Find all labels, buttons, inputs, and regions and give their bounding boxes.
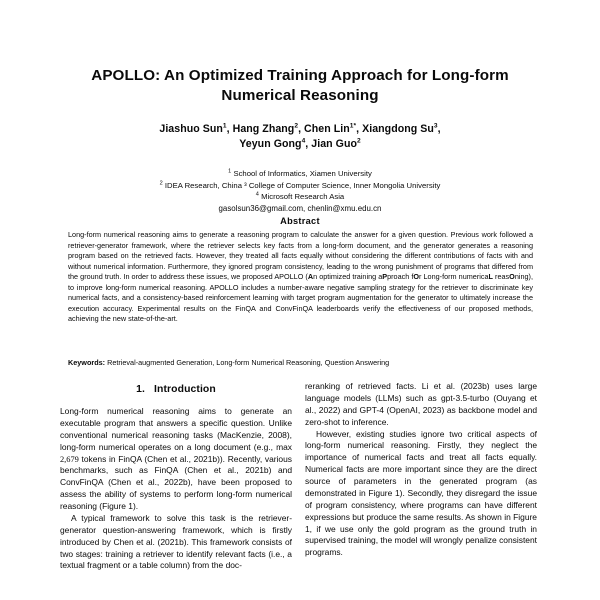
acronym-letter-p: P bbox=[382, 272, 388, 282]
affiliation-1: $^1$ School of Informatics, Xiamen University bbox=[228, 168, 372, 178]
abstract-part-1: Long-form numerical reasoning aims to generate a reasoning program to calculate the answer for a given question. Previous work followed a retriever-generator framework, where the retriever selects key facts from a long-form document, and the generator generates a reasoning program based on the retrieved facts. However, they treated all facts equally without considering the different contributions of facts with and without numerical information. Furthermore, they ignored program consistency, leading to the wrong punishment of programs that differed from the ground truth. In order to address these issues, we proposed APOLLO ( bbox=[68, 230, 533, 282]
acronym-mid-3: r Long-form numerica bbox=[419, 272, 489, 282]
author-emails: gasolsun36@gmail.com, chenlin@xmu.edu.cn bbox=[218, 204, 382, 214]
affiliation-marker: 1 bbox=[228, 168, 232, 175]
author-affil-marker: 1 bbox=[222, 122, 227, 130]
author-line-2: Yeyun Gong$^4$, Jian Guo$^2$ bbox=[239, 137, 361, 151]
author-affil-marker: 2 bbox=[357, 137, 361, 145]
page-title: APOLLO: An Optimized Training Approach for Long-form Numerical Reasoning bbox=[91, 67, 509, 105]
body-column-right bbox=[305, 381, 537, 559]
acronym-letter-l: L bbox=[488, 272, 493, 282]
acronym-mid-4: reas bbox=[492, 272, 510, 282]
acronym-letter-o: O bbox=[413, 272, 420, 282]
keywords-label: Keywords: bbox=[68, 358, 106, 367]
acronym-end: ning bbox=[514, 272, 529, 282]
affiliation-2-3: $^2$ IDEA Research, China ³ College of Computer Science, Inner Mongolia University bbox=[159, 180, 441, 190]
affiliation-4: $^4$ Microsoft Research Asia bbox=[255, 191, 345, 202]
acronym-mid-1: n optimized training a bbox=[313, 272, 383, 282]
keywords-line bbox=[68, 358, 533, 369]
affiliation-marker: 2 bbox=[159, 180, 163, 187]
paragraph-text-cont: tokens in FinQA (Chen et al., 2021b)). Recently, various benchmarks, such as FinQA (Chen et al., 2021b) and ConvFinQA (Chen et al., 2022b), have been proposed to assess the ability of systems to perform long-form numerical reasoning (Figure 1). bbox=[60, 453, 292, 511]
acronym-letter-a: A bbox=[307, 272, 314, 282]
section-title: Introduction bbox=[154, 384, 216, 395]
paragraph: A typical framework to solve this task is the retriever-generator question-answering framework, which is firstly introduced by Chen et al. (2021b). This framework consists of two stages: training a retriever to identify relevant facts (i.e., a textual fragment or a table column) from the doc- bbox=[60, 512, 292, 571]
affiliation-marker: 4 bbox=[255, 191, 259, 198]
paragraph: However, existing studies ignore two critical aspects of long-form numerical reasoning. Firstly, they neglect the importance of numerical facts and treat all facts equally. Numerical facts are more important since they are the direct source of parameters in the generated program (as demonstrated in Figure 1). Secondly, they disregard the issue of program consistency, where programs can have different expressions but produce the same results. As shown in Figure 1, if we use only the gold program as the ground truth in supervised training, the model will wrongly penalize consistent programs. bbox=[305, 428, 537, 558]
author-list bbox=[60, 122, 540, 152]
section-number: 1. bbox=[136, 384, 146, 395]
paragraph-text: Long-form numerical reasoning aims to generate an executable program that answers a specific question. Unlike conventional numerical reasoning tasks (MacKenzie, 2008), long-form numerical operates on a long document (e.g., max bbox=[60, 406, 292, 452]
author-affil-marker: 1* bbox=[349, 122, 357, 130]
section-heading-introduction bbox=[60, 384, 292, 395]
author-affil-marker: 3 bbox=[433, 122, 438, 130]
author-affil-marker: 2 bbox=[294, 122, 299, 130]
body-column-left bbox=[60, 406, 292, 572]
abstract-heading: Abstract bbox=[280, 216, 320, 226]
abstract-text bbox=[68, 230, 533, 325]
acronym-letter-o2: O bbox=[509, 272, 515, 282]
acronym-mid-2: proach f bbox=[387, 272, 414, 282]
keywords-value: Retrieval-augmented Generation, Long-form Numerical Reasoning, Question Answering bbox=[105, 358, 390, 367]
inline-number: 2,679 bbox=[60, 454, 79, 464]
author-affil-marker: 4 bbox=[301, 137, 306, 145]
affiliation-block bbox=[50, 168, 550, 215]
paragraph bbox=[60, 406, 292, 513]
abstract-part-2: ), to improve long-form numerical reasoning. APOLLO includes a number-aware negative sampling strategy for the retriever to discriminate key numerical facts, and a consistency-based reinforcement learning with target program augmentation for the generator to ultimately increase the execution accuracy. Experimental results on the FinQA and ConvFinQA leaderboards verify the effectiveness of our proposed methods, achieving the new state-of-the-art. bbox=[68, 272, 533, 324]
paragraph: reranking of retrieved facts. Li et al. (2023b) uses large language models (LLMs) such as gpt-3.5-turbo (Ouyang et al., 2022) and GPT-4 (OpenAI, 2023) as backbone model and zero-shot to inference. bbox=[305, 381, 537, 427]
author-line-1: Jiashuo Sun$^1$, Hang Zhang$^2$, Chen Lin$^{1*}$, Xiangdong Su$^3$, bbox=[159, 122, 441, 135]
